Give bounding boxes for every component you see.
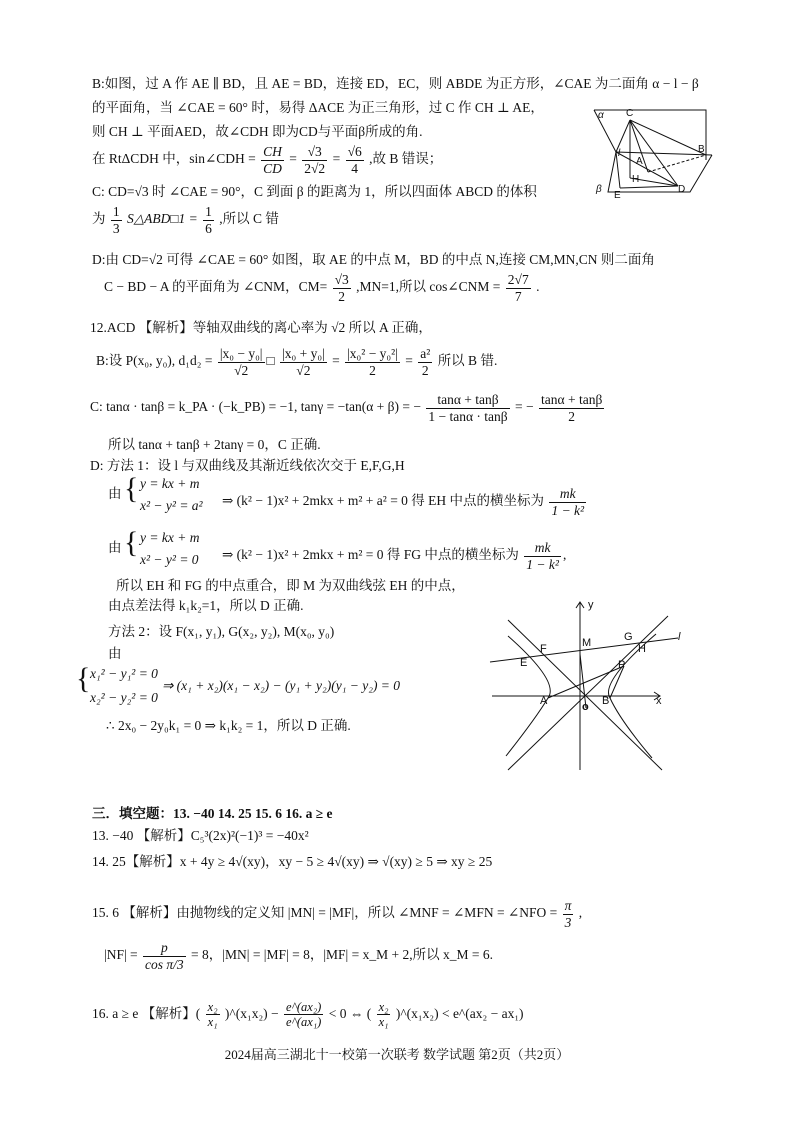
sys1-eq-b: x² − y² = a² [140,498,203,513]
sys2-eq-a: y = kx + m [140,530,200,545]
q12-d-line-a: 所以 EH 和 FG 的中点重合，即 M 为双曲线弦 EH 的中点， [116,578,465,593]
sys3-result: ⇒ (x₁ + x₂)(x₁ − x₂) − (y₁ + y₂)(y₁ − y₂) = 0 [162,678,401,693]
q12-method2-conclusion: ∴ 2x₀ − 2y₀k₁ = 0 ⇒ k₁k₂ = 1，所以 D 正确. [106,718,351,733]
label-o: o [582,701,589,713]
sys3-eq-b: x₂² − y₂² = 0 [90,690,158,705]
segment-cb [630,120,706,155]
q15-line1: 15. 6 【解析】由抛物线的定义知 |MN| = |MF|，所以 ∠MNF = ∠MFN = ∠NFO = $\frac{\pi}{3}$ , [92,898,583,930]
label-b: B [602,695,610,707]
label-h: H [632,174,640,185]
label-p: P [618,659,626,671]
sys3-eq-a: x₁² − y₁² = 0 [90,666,158,681]
q13: 13. −40 【解析】C₅³(2x)²(−1)³ = −40x² [92,828,309,843]
label-e: E [614,190,621,200]
label-alpha: α [598,110,604,121]
part-b-line3: 则 CH ⊥ 平面AED，故∠CDH 即为CD与平面β所成的角. [92,124,423,139]
q12-d-line1: D: 方法 1：设 l 与双曲线及其渐近线依次交于 E,F,G,H [90,458,405,473]
label-g: G [624,631,633,643]
label-x: x [656,695,662,707]
part-c-line2: 为 $\frac{1}{3}$ S△ABD□1 = $\frac{1}{6}$ ,所以 C 错 [92,204,279,236]
dihedral-figure [590,100,730,200]
brace-1: { [124,472,139,505]
label-b: B [698,144,705,155]
q12-header: 12.ACD 【解析】等轴双曲线的离心率为 √2 所以 A 正确， [90,320,432,335]
part-d-line1: D:由 CD=√2 可得 ∠CAE = 60° 如图，取 AE 的中点 M，BD 的中点 N,连接 CM,MN,CN 则二面角 [92,252,655,267]
part-b-line1: B:如图，过 A 作 AE ∥ BD，且 AE = BD，连接 ED，EC，则 ABDE 为正方形，∠CAE 为二面角 α − l − β [92,76,699,91]
q12-c-line: C: tanα · tanβ = k_PA · (−k_PB) = −1, tanγ = −tan(α + β) = − $\frac{\tan\alpha + \tan\beta}{1 - \tan\alpha \cdot \tan\beta}$ = − $\frac{\tan\alpha + \tan\beta}{2}$ [90,392,603,424]
label-c: C [626,108,634,119]
sys1-eq-a: y = kx + m [140,476,200,491]
sys1-result: ⇒ (k² − 1)x² + 2mkx + m² + a² = 0 得 EH 中点的横坐标为 $\frac{mk}{\text{1 − k²}}$ [222,486,585,518]
hyperbola-figure [488,598,698,774]
label-a: A [540,695,548,707]
part-b-line4: 在 RtΔCDH 中，sin∠CDH = $\frac{CH}{CD}$ = $\frac{√3}{2√2}$ = $\frac{√6}{4}$ ,故 B 错误； [92,144,443,176]
segment-ed [620,186,678,188]
q12-sys2: 由 [108,540,122,555]
q15-line2: |NF| = $\frac{p}{\text{cos π/3}}$ = 8，|MN| = |MF| = 8，|MF| = x_M + 2,所以 x_M = 6. [104,940,493,972]
label-a: A [636,156,643,167]
part-b-line2: 的平面角，当 ∠CAE = 60° 时，易得 ΔACE 为正三角形，过 C 作 CH ⊥ AE， [92,100,544,115]
q16: 16. a ≥ e 【解析】( $\frac{\text{x₂}}{\text{x₁}}$ )^(x₁x₂) − $\frac{\text{e\textasciicircum{}(ax₂)}}{\text{e\textasciicircum{}(ax₁)}}$ < 0 ⇔ ( $\frac{\text{x₂}}{\text{x₁}}$ )^(x₁x₂) < e^(ax₂ − ax₁) [92,1000,524,1030]
label-y: y [588,599,594,611]
part-c-line1: C: CD=√3 时 ∠CAE = 90°，C 到面 β 的距离为 1，所以四面体 ABCD 的体积 [92,184,537,199]
plane-alpha-edge [594,110,706,160]
brace-2: { [124,526,139,559]
label-l: l [618,148,621,159]
q12-method2: 方法 2：设 F(x₁, y₁), G(x₂, y₂), M(x₀, y₀) [108,624,335,639]
part3-header: 三．填空题：13. −40 14. 25 15. 6 16. a ≥ e [92,806,333,821]
label-beta: β [596,184,602,195]
label-e: E [520,657,528,669]
page-footer: 2024届高三湖北十一校第一次联考 数学试题 第2页（共2页） [224,1047,570,1062]
part-d-line2: C − BD − A 的平面角为 ∠CNM，CM= $\frac{√3}{2}$ ,MN=1,所以 cos∠CNM = $\frac{2√7}{7}$ . [104,272,540,304]
label-m: M [582,637,592,649]
q12-b-line: B:设 P(x₀, y₀), d₁d₂ = $\frac{\text{|x₀ − y₀|}}{√2}$ □ $\frac{\text{|x₀ + y₀|}}{√2}$ = $\frac{\text{|x₀² − y₀²|}}{2}$ = $\frac{\text{a²}}{2}$ 所以 B 错. [96,346,498,378]
brace-3: { [76,662,91,695]
q12-method2-you: 由 [108,646,122,661]
label-d: D [678,184,686,195]
label-l: l [678,631,681,643]
q12-sys1: 由 [108,486,122,501]
q14: 14. 25【解析】x + 4y ≥ 4√(xy)，xy − 5 ≥ 4√(xy) ⇒ √(xy) ≥ 5 ⇒ xy ≥ 25 [92,854,493,869]
label-f: F [540,643,547,655]
label-h: H [638,643,646,655]
q12-d-line-b: 由点差法得 k₁k₂=1，所以 D 正确. [108,598,304,613]
q12-c-line2: 所以 tanα + tanβ + 2tanγ = 0，C 正确. [108,437,321,452]
sys2-result: ⇒ (k² − 1)x² + 2mkx + m² = 0 得 FG 中点的横坐标为 $\frac{mk}{\text{1 − k²}}$ , [222,540,567,572]
sys2-eq-b: x² − y² = 0 [140,552,199,567]
